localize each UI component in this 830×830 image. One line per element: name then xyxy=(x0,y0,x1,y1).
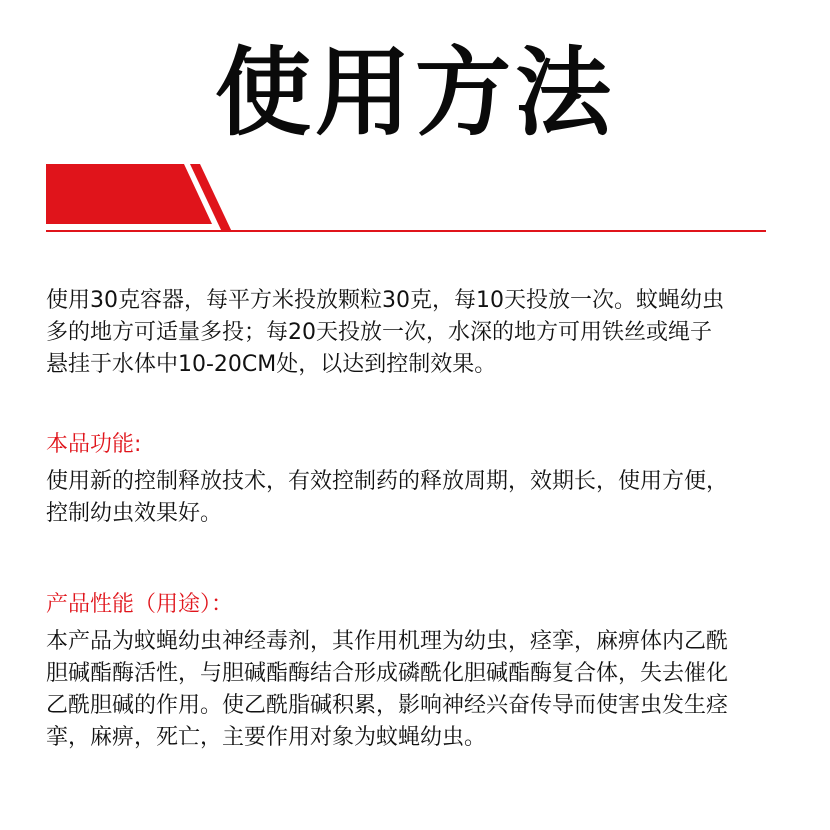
function-line: 控制幼虫效果好。 xyxy=(46,501,223,526)
performance-line: 本产品为蚊蝇幼虫神经毒剂，其作用机理为幼虫，痉挛，麻痹体内乙酰 xyxy=(46,629,729,654)
red-banner-underline xyxy=(46,230,766,232)
function-paragraph xyxy=(46,466,796,530)
function-heading: 本品功能: xyxy=(46,432,142,457)
usage-line: 多的地方可适量多投；每20天投放一次，水深的地方可用铁丝或绳子 xyxy=(46,320,712,345)
performance-line: 乙酰胆碱的作用。使乙酰脂碱积累，影响神经兴奋传导而使害虫发生痉 xyxy=(46,693,729,718)
performance-line: 挛，麻痹，死亡，主要作用对象为蚊蝇幼虫。 xyxy=(46,725,487,750)
performance-heading: 产品性能（用途）： xyxy=(46,592,234,617)
performance-line: 胆碱酯酶活性，与胆碱酯酶结合形成磷酰化胆碱酯酶复合体，失去催化 xyxy=(46,661,729,686)
red-banner-block xyxy=(46,164,212,224)
red-banner-decoration xyxy=(0,160,830,240)
usage-line: 悬挂于水体中10-20CM处，以达到控制效果。 xyxy=(46,352,497,377)
function-line: 使用新的控制释放技术，有效控制药的释放周期，效期长，使用方便， xyxy=(46,469,729,494)
performance-paragraph xyxy=(46,626,796,754)
usage-paragraph xyxy=(46,285,796,381)
usage-line: 使用30克容器，每平方米投放颗粒30克，每10天投放一次。蚊蝇幼虫 xyxy=(46,288,724,313)
page-title: 使用方法 xyxy=(215,37,615,149)
